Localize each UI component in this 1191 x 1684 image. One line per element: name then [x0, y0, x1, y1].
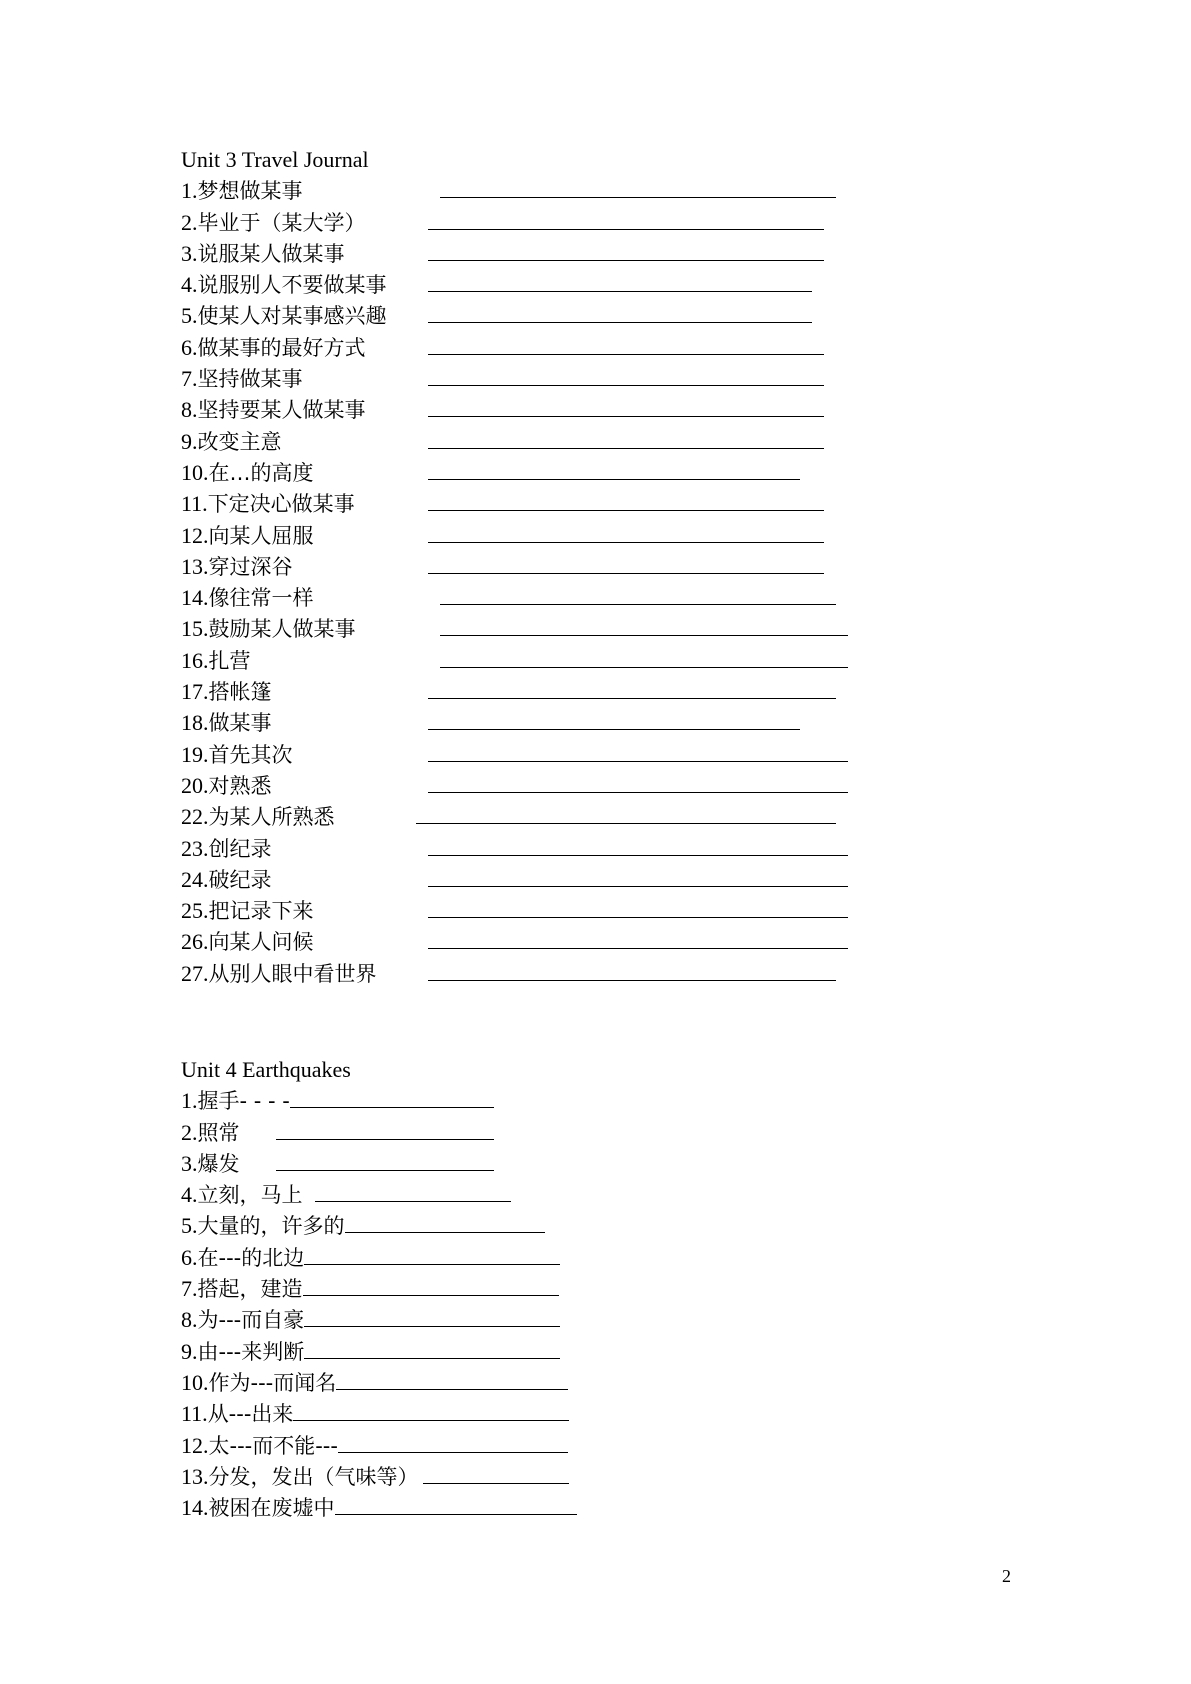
unit3-item	[181, 207, 848, 238]
item-number: 6.	[181, 1244, 198, 1270]
item-label: 破纪录	[208, 867, 272, 892]
answer-blank[interactable]	[428, 678, 836, 699]
unit3-item	[181, 300, 848, 331]
answer-blank[interactable]	[428, 741, 848, 762]
item-number: 10.	[181, 1369, 209, 1395]
answer-blank[interactable]	[428, 240, 824, 261]
answer-blank[interactable]	[293, 1400, 569, 1421]
item-prompt	[181, 363, 428, 395]
item-prompt	[181, 1179, 303, 1211]
item-number: 17.	[181, 679, 209, 705]
item-label: 创纪录	[208, 836, 272, 861]
item-label: 像往常一样	[208, 586, 314, 611]
answer-blank[interactable]	[428, 772, 848, 793]
unit4-item	[181, 1210, 577, 1241]
item-prompt	[181, 739, 428, 771]
item-prompt	[181, 895, 428, 927]
item-number: 10.	[181, 459, 209, 485]
item-prompt	[181, 269, 428, 301]
item-number: 11.	[181, 491, 208, 517]
item-prompt	[181, 520, 428, 552]
item-prompt	[181, 1148, 240, 1180]
unit3-item	[181, 676, 848, 707]
item-number: 3.	[181, 240, 198, 266]
item-prompt	[181, 207, 428, 239]
item-prompt	[181, 958, 428, 990]
answer-blank[interactable]	[428, 522, 824, 543]
unit3-item	[181, 926, 848, 957]
item-label: 对熟悉	[208, 773, 272, 798]
item-prompt	[181, 1117, 240, 1149]
item-label: 坚持要某人做某事	[197, 398, 366, 423]
item-prompt	[181, 457, 428, 489]
unit4-item	[181, 1273, 577, 1304]
item-number: 5.	[181, 1213, 198, 1239]
item-label: 从---出来	[207, 1402, 294, 1427]
unit4-item	[181, 1117, 577, 1148]
answer-blank[interactable]	[276, 1150, 494, 1171]
item-label: 搭帐篷	[208, 680, 272, 705]
item-number: 7.	[181, 1276, 198, 1302]
item-label: 使某人对某事感兴趣	[197, 304, 387, 329]
unit3-item	[181, 551, 848, 582]
unit4-item	[181, 1179, 577, 1210]
item-prompt	[181, 770, 428, 802]
item-label: 首先其次	[208, 742, 293, 767]
item-prompt	[181, 582, 440, 614]
item-label: 为---而自豪	[197, 1308, 305, 1333]
unit4-item	[181, 1336, 577, 1367]
answer-blank[interactable]	[428, 396, 824, 417]
item-prompt	[181, 1398, 293, 1430]
unit4-title: Unit 4 Earthquakes	[181, 1057, 351, 1082]
item-prompt	[181, 1430, 338, 1462]
item-label: 做某事	[208, 711, 272, 736]
item-number: 13.	[181, 1463, 209, 1489]
item-prompt	[181, 488, 428, 520]
answer-blank[interactable]	[428, 271, 812, 292]
answer-blank[interactable]	[336, 1369, 568, 1390]
unit3-item	[181, 739, 848, 770]
item-number: 22.	[181, 804, 209, 830]
item-prompt	[181, 676, 428, 708]
unit3-item	[181, 269, 848, 300]
item-number: 9.	[181, 1338, 198, 1364]
answer-blank[interactable]	[428, 928, 848, 949]
unit4-item	[181, 1430, 577, 1461]
answer-blank[interactable]	[428, 459, 800, 480]
item-number: 16.	[181, 647, 209, 673]
item-label: 作为---而闻名	[208, 1370, 337, 1395]
item-prompt	[181, 707, 428, 739]
item-number: 2.	[181, 209, 198, 235]
item-label: 毕业于（某大学）	[197, 210, 366, 235]
unit3-item	[181, 864, 848, 895]
item-prompt	[181, 1304, 304, 1336]
item-prompt	[181, 1210, 345, 1242]
unit3-title: Unit 3 Travel Journal	[181, 147, 369, 172]
item-prompt	[181, 1461, 419, 1493]
item-prompt	[181, 926, 428, 958]
item-prompt	[181, 1242, 304, 1274]
item-number: 25.	[181, 898, 209, 924]
answer-blank[interactable]	[315, 1181, 511, 1202]
item-number: 4.	[181, 1182, 198, 1208]
item-number: 12.	[181, 1432, 209, 1458]
item-prompt	[181, 551, 428, 583]
unit3-item	[181, 895, 848, 926]
item-label: 握手- - - -	[197, 1089, 290, 1114]
unit3-item	[181, 394, 848, 425]
item-label: 把记录下来	[208, 899, 314, 924]
item-number: 19.	[181, 741, 209, 767]
item-prompt	[181, 426, 428, 458]
unit4-item	[181, 1398, 577, 1429]
answer-blank[interactable]	[428, 709, 800, 730]
item-number: 24.	[181, 866, 209, 892]
unit3-item	[181, 175, 848, 206]
item-number: 1.	[181, 178, 198, 204]
answer-blank[interactable]	[428, 209, 824, 230]
unit4-item	[181, 1461, 577, 1492]
item-prompt	[181, 645, 440, 677]
answer-blank[interactable]	[304, 1244, 560, 1265]
item-label: 被困在废墟中	[208, 1496, 335, 1521]
answer-blank[interactable]	[428, 490, 824, 511]
item-label: 太---而不能---	[208, 1433, 338, 1458]
item-label: 梦想做某事	[197, 179, 303, 204]
unit3-item	[181, 238, 848, 269]
unit3-item-list	[181, 175, 848, 989]
item-prompt	[181, 613, 440, 645]
item-prompt	[181, 300, 428, 332]
item-label: 由---来判断	[197, 1339, 305, 1364]
item-number: 27.	[181, 960, 209, 986]
item-prompt	[181, 1273, 303, 1305]
item-number: 14.	[181, 1495, 209, 1521]
answer-blank[interactable]	[423, 1463, 569, 1484]
item-prompt	[181, 833, 428, 865]
answer-blank[interactable]	[290, 1087, 494, 1108]
item-prompt	[181, 332, 428, 364]
answer-blank[interactable]	[304, 1338, 560, 1359]
item-label: 爆发	[197, 1151, 240, 1176]
item-number: 5.	[181, 303, 198, 329]
page-number: 2	[1002, 1566, 1011, 1586]
answer-blank[interactable]	[276, 1119, 494, 1140]
unit3-item	[181, 707, 848, 738]
answer-blank[interactable]	[428, 553, 824, 574]
item-label: 鼓励某人做某事	[208, 617, 356, 642]
item-number: 4.	[181, 272, 198, 298]
answer-blank[interactable]	[338, 1432, 568, 1453]
item-label: 做某事的最好方式	[197, 335, 366, 360]
item-label: 说服某人做某事	[197, 241, 345, 266]
item-number: 1.	[181, 1088, 198, 1114]
item-label: 改变主意	[197, 429, 282, 454]
unit3-item	[181, 645, 848, 676]
item-label: 向某人问候	[208, 930, 314, 955]
answer-blank[interactable]	[428, 960, 836, 981]
unit4-item	[181, 1367, 577, 1398]
item-prompt	[181, 1492, 335, 1524]
item-label: 在---的北边	[197, 1245, 305, 1270]
item-number: 7.	[181, 366, 198, 392]
answer-blank[interactable]	[428, 866, 848, 887]
item-number: 18.	[181, 710, 209, 736]
answer-blank[interactable]	[440, 647, 848, 668]
item-label: 坚持做某事	[197, 367, 303, 392]
item-label: 在…的高度	[208, 460, 314, 485]
answer-blank[interactable]	[335, 1494, 577, 1515]
item-prompt	[181, 801, 416, 833]
item-prompt	[181, 1367, 336, 1399]
answer-blank[interactable]	[345, 1212, 545, 1233]
answer-blank[interactable]	[428, 835, 848, 856]
item-prompt	[181, 238, 428, 270]
answer-blank[interactable]	[440, 177, 836, 198]
item-prompt	[181, 394, 428, 426]
unit4-item	[181, 1085, 577, 1116]
answer-blank[interactable]	[440, 584, 836, 605]
unit3-item	[181, 426, 848, 457]
item-number: 8.	[181, 1307, 198, 1333]
item-label: 立刻，马上	[197, 1183, 303, 1208]
unit4-item	[181, 1492, 577, 1523]
unit3-item	[181, 613, 848, 644]
answer-blank[interactable]	[303, 1275, 559, 1296]
answer-blank[interactable]	[428, 334, 824, 355]
answer-blank[interactable]	[428, 428, 824, 449]
answer-blank[interactable]	[440, 615, 848, 636]
unit3-item	[181, 582, 848, 613]
item-label: 下定决心做某事	[207, 492, 355, 517]
unit3-item	[181, 457, 848, 488]
item-label: 搭起，建造	[197, 1277, 303, 1302]
answer-blank[interactable]	[428, 302, 812, 323]
unit3-item	[181, 833, 848, 864]
unit3-item	[181, 332, 848, 363]
item-number: 2.	[181, 1119, 198, 1145]
item-number: 23.	[181, 835, 209, 861]
unit3-item	[181, 958, 848, 989]
unit3-section	[181, 144, 848, 989]
item-prompt	[181, 864, 428, 896]
item-number: 12.	[181, 522, 209, 548]
item-number: 26.	[181, 929, 209, 955]
unit4-item-list	[181, 1085, 577, 1523]
unit4-item	[181, 1242, 577, 1273]
unit3-item	[181, 520, 848, 551]
unit3-item	[181, 801, 848, 832]
item-label: 向某人屈服	[208, 523, 314, 548]
item-number: 14.	[181, 585, 209, 611]
answer-blank[interactable]	[428, 897, 848, 918]
unit4-item	[181, 1304, 577, 1335]
item-number: 9.	[181, 428, 198, 454]
item-number: 15.	[181, 616, 209, 642]
item-prompt	[181, 175, 440, 207]
item-number: 8.	[181, 397, 198, 423]
item-prompt	[181, 1085, 290, 1117]
item-label: 穿过深谷	[208, 554, 293, 579]
item-number: 11.	[181, 1401, 208, 1427]
answer-blank[interactable]	[428, 365, 824, 386]
unit4-item	[181, 1148, 577, 1179]
item-label: 大量的，许多的	[197, 1214, 345, 1239]
unit4-section	[181, 1054, 577, 1523]
item-label: 从别人眼中看世界	[208, 961, 377, 986]
item-number: 13.	[181, 553, 209, 579]
item-number: 6.	[181, 334, 198, 360]
answer-blank[interactable]	[304, 1306, 560, 1327]
item-label: 为某人所熟悉	[208, 805, 335, 830]
unit3-item	[181, 363, 848, 394]
item-label: 分发，发出（气味等）	[208, 1464, 419, 1489]
item-number: 20.	[181, 772, 209, 798]
answer-blank[interactable]	[416, 803, 836, 824]
item-label: 扎营	[208, 648, 251, 673]
unit3-item	[181, 488, 848, 519]
item-label: 照常	[197, 1120, 240, 1145]
item-prompt	[181, 1336, 304, 1368]
item-label: 说服别人不要做某事	[197, 273, 387, 298]
item-number: 3.	[181, 1150, 198, 1176]
unit3-item	[181, 770, 848, 801]
